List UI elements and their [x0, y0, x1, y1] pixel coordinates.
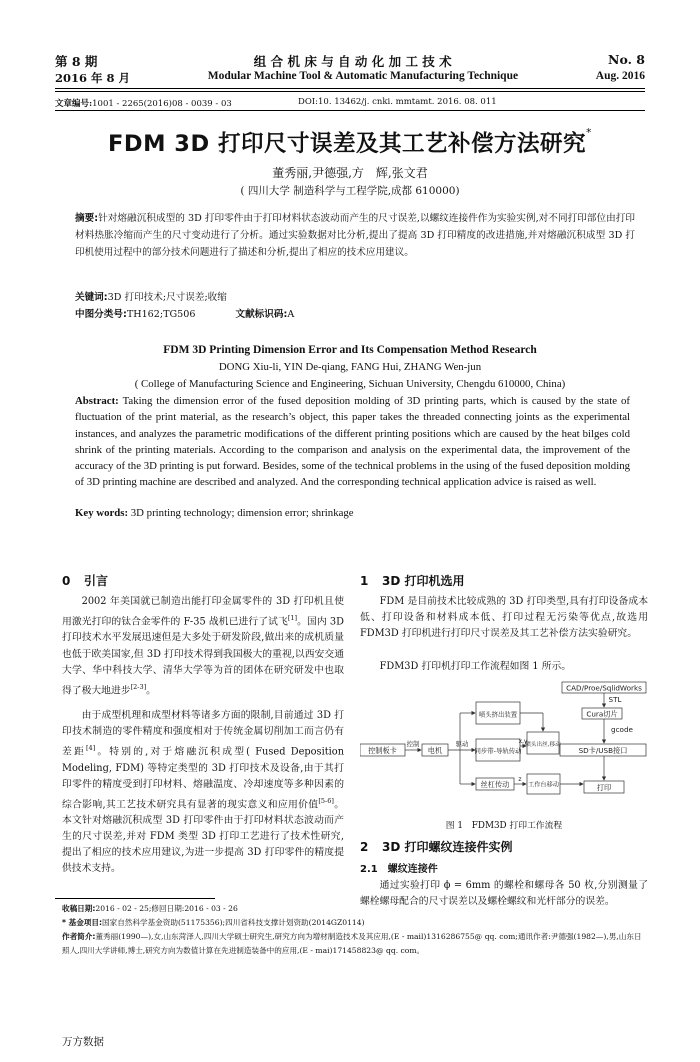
section-1-paragraph-1: FDM 是目前技术比较成熟的 3D 打印类型,具有打印设备成本低、打印设备和材料成本低、打印过程无污染等优点,故选用 FDM3D 打印机进行打印尺寸误差及其工艺补偿方法实验研究。	[360, 596, 648, 640]
fig-label-motor: 电机	[427, 746, 443, 755]
doi: DOI:10. 13462/j. cnki. mmtamt. 2016. 08. 011	[298, 97, 497, 107]
section-0-paragraph-1: 2002 年美国就已制造出能打印金属零件的 3D 打印机且使用激光打印的钛合金零件的 F-35 战机已进行了试飞[1]。国内 3D 打印技术水平发展迅速但是大多处于研发阶段,做出来的成机质量也低于欧美国家,但 3D 打印技术得到我国极大的重视,以西安交通大学、华中科技大学、清华大学等为首的团体在研究研发中也取得了极大地进步[2-3]。	[62, 596, 344, 696]
meta-rule	[55, 110, 645, 111]
issue-cn: 第 8 期	[55, 54, 98, 69]
watermark: 万方数据	[62, 1036, 104, 1048]
section-0-paragraph-2: 由于成型机理和成型材料等诸多方面的限制,目前通过 3D 打印技术制造的零件精度和强度相对于传统金属切削加工而言仍有差距[4]。特别的,对于熔融沉积成型( Fused Deposition Modeling, FDM) 等特定类型的 3D 打印技术及设备,由于其打印零件的精度受到打印材料、熔融温度、冷却速度等多种因素的综合影响,其工艺技术研究具有显著的现实意义和应用价值[5-6]。本文针对熔融沉积成型 3D 打印零件由于打印材料状态波动而产生的尺寸误差,并对 FDM 类型 3D 打印工艺进行了技术性研究,提出了相应的技术应用建议,为进一步提高 3D 打印零件的精度提供技术支持。	[62, 710, 345, 875]
fig-label-control: 控制	[406, 740, 420, 748]
date-cn: 2016 年 8 月	[55, 71, 131, 85]
paper-title: FDM 3D 打印尺寸误差及其工艺补偿方法研究*	[108, 126, 592, 157]
fig-label-table: 工作台移动	[528, 781, 559, 789]
keywords-cn: 关键词:3D 打印技术;尺寸误差;收缩	[75, 292, 227, 303]
classification: 中图分类号:TH162;TG506 文献标识码:A	[75, 309, 295, 320]
article-number: 文章编号:1001 - 2265(2016)08 - 0039 - 03	[55, 99, 232, 109]
fig-label-belt: 同步带-导轨传动	[474, 747, 522, 755]
abstract-en: Abstract: Taking the dimension error of the fused deposition molding of 3D printing parts, which is caused by the state of fluctuation of the print material, as the research’s object, this paper takes the threaded connecting joints as the experimental instances, and analyzes the parametric modifications of the different printing positions which are caused by the heat bilges cold shrink of the printing materials. According to the comparison and analysis on the experimental data, the improvement of the accuracy of the 3D printing is put forward. Besides, some of the technical problems in the using of the fused deposition molding of 3D printing machine are described and analyzed. And the corresponding technical application advice is raised as well.	[75, 395, 630, 489]
section-2-1-paragraph-1: 通过实验打印 ϕ = 6mm 的螺栓和螺母各 50 枚,分别测量了螺栓螺母配合的尺寸误差以及螺栓螺纹和光杆部分的误差。	[360, 880, 648, 908]
affiliation-en: ( College of Manufacturing Science and Engineering, Sichuan University, Chengdu 610000, China)	[134, 378, 566, 390]
footnote-author: 作者简介:董秀丽(1990—),女,山东菏泽人,四川大学硕士研究生,研究方向为增材制造技术及其应用,(E - mail)1316286755@ qq. com;通讯作者:尹德强(1982—),男,山东日照人,四川大学讲师,博士,研究方向为数值计算在先进制造装备中的应用,(E - mai)171458823@ qq. com。	[62, 932, 642, 955]
section-2-1-heading: 2.1 螺纹连接件	[360, 864, 438, 875]
journal-header-row-2	[55, 70, 645, 86]
fig-label-nozzle: 喷头出丝,移动	[525, 742, 561, 748]
authors-cn: 董秀丽,尹德强,方 辉,张文君	[272, 166, 428, 180]
abstract-cn: 摘要:针对熔融沉积成型的 3D 打印零件由于打印材料状态波动而产生的尺寸误差,以螺纹连接件作为实验实例,对不同打印部位由打印材料热胀冷缩而产生的尺寸变动进行了分析。通过实验数据对比分析,提出了提高 3D 打印精度的改进措施,并对熔融沉积成型 3D 打印机使用过程中的部分技术问题进行了描述和分析,提出了相应的技术应用建议。	[75, 213, 635, 258]
fig-label-sd: SD卡/USB接口	[578, 746, 628, 755]
keywords-en: Key words: 3D printing technology; dimension error; shrinkage	[75, 507, 354, 519]
figure-1-flowchart	[360, 680, 648, 812]
fig-label-screw: 丝杠传动	[480, 780, 510, 789]
journal-name-en: Modular Machine Tool & Automatic Manufacturing Technique	[207, 70, 519, 82]
figure-1-caption: 图 1 FDM3D 打印工作流程	[445, 821, 563, 831]
section-0-heading: 0 引言	[62, 574, 109, 588]
fig-label-z: z	[518, 776, 522, 783]
affiliation-cn: ( 四川大学 制造科学与工程学院,成都 610000)	[240, 185, 460, 197]
fig-label-print: 打印	[596, 783, 612, 792]
footnote-rule	[55, 898, 215, 899]
section-1-heading: 1 3D 打印机选用	[360, 574, 465, 588]
fig-label-cura: Cura切片	[586, 709, 618, 719]
header-rule	[55, 88, 645, 89]
fig-label-gcode: gcode	[611, 725, 633, 734]
paper-title-en: FDM 3D Printing Dimension Error and Its Compensation Method Research	[163, 344, 537, 356]
fig-label-stl: STL	[608, 695, 622, 704]
fig-label-control-board: 控制板卡	[368, 746, 397, 755]
authors-en: DONG Xiu-li, YIN De-qiang, FANG Hui, ZHANG Wen-jun	[218, 361, 482, 373]
section-2-heading: 2 3D 打印螺纹连接件实例	[360, 840, 513, 854]
fig-label-xy: x,y	[518, 739, 528, 745]
issue-en: No. 8	[608, 52, 645, 67]
header-rule-thin	[55, 91, 645, 92]
fig-label-drive: 驱动	[455, 740, 469, 748]
footnote-received: 收稿日期:2016 - 02 - 25;修回日期:2016 - 03 - 26	[62, 904, 238, 913]
section-1-paragraph-2: FDM3D 打印机打印工作流程如图 1 所示。	[379, 661, 572, 672]
date-en: Aug. 2016	[595, 70, 645, 82]
footnote-fund: * 基金项目:国家自然科学基金资助(51175356);四川省科技支撑计划资助(2014GZ0114)	[62, 918, 365, 927]
journal-name-cn: 组 合 机 床 与 自 动 化 加 工 技 术	[253, 54, 452, 69]
journal-header-row-1	[55, 52, 645, 70]
fig-label-extruder: 喷头挤出装置	[478, 710, 518, 719]
fig-label-cad: CAD/Proe/SqlidWorks	[566, 683, 642, 693]
